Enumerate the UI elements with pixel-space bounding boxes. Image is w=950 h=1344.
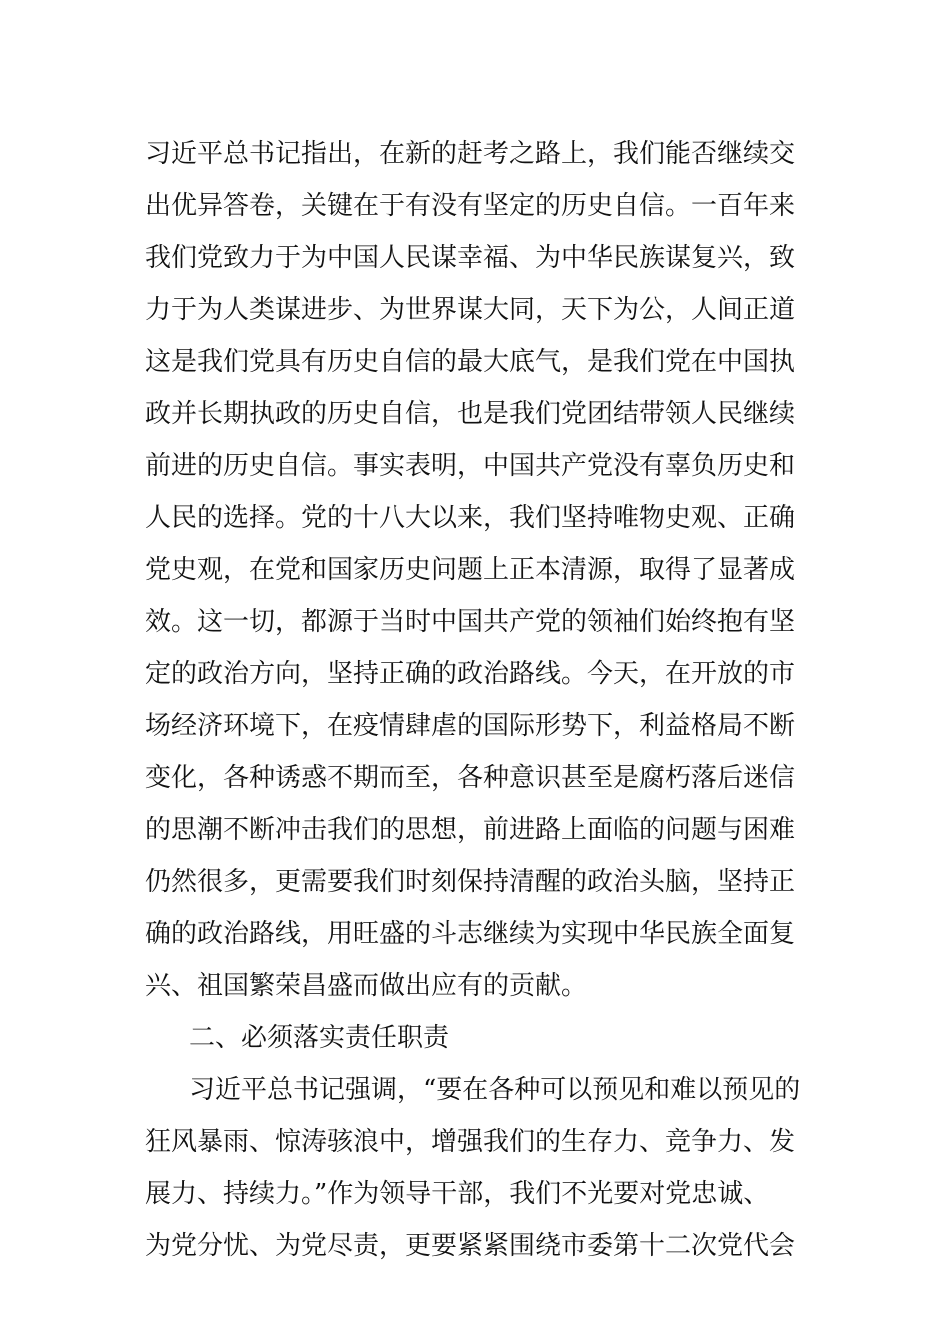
paragraph-1-line-3: 我们党致力于为中国人民谋幸福、为中华民族谋复兴，致: [145, 243, 796, 273]
document-body: [145, 128, 815, 1272]
paragraph-1-line-17: 兴、祖国繁荣昌盛而做出应有的贡献。: [145, 971, 588, 1001]
section-heading-2: 二、必须落实责任职责: [189, 1023, 450, 1053]
paragraph-1-line-15: 仍然很多，更需要我们时刻保持清醒的政治头脑，坚持正: [145, 867, 796, 897]
paragraph-1-line-14: 的思潮不断冲击我们的思想，前进路上面临的问题与困难: [145, 815, 796, 845]
paragraph-1-line-6: 政并长期执政的历史自信，也是我们党团结带领人民继续: [145, 399, 796, 429]
paragraph-1-line-4: 力于为人类谋进步、为世界谋大同，天下为公，人间正道: [145, 295, 796, 325]
paragraph-1-line-1: 习近平总书记指出，在新的赶考之路上，我们能否继续交: [145, 139, 796, 169]
paragraph-1-line-5: 这是我们党具有历史自信的最大底气，是我们党在中国执: [145, 347, 796, 377]
paragraph-2-line-2: 狂风暴雨、惊涛骇浪中，增强我们的生存力、竞争力、发: [145, 1127, 796, 1157]
paragraph-2-line-3: 展力、持续力。”作为领导干部，我们不光要对党忠诚、: [145, 1179, 770, 1209]
paragraph-1-line-7: 前进的历史自信。事实表明，中国共产党没有辜负历史和: [145, 451, 796, 481]
paragraph-1-line-9: 党史观，在党和国家历史问题上正本清源，取得了显著成: [145, 555, 796, 585]
paragraph-1-line-10: 效。这一切，都源于当时中国共产党的领袖们始终抱有坚: [145, 607, 796, 637]
paragraph-1-line-2: 出优异答卷，关键在于有没有坚定的历史自信。一百年来: [145, 191, 796, 221]
paragraph-2-line-4: 为党分忧、为党尽责，更要紧紧围绕市委第十二次党代会: [145, 1231, 796, 1261]
paragraph-1-line-12: 场经济环境下，在疫情肆虐的国际形势下，利益格局不断: [145, 711, 796, 741]
paragraph-1-line-11: 定的政治方向，坚持正确的政治路线。今天，在开放的市: [145, 659, 796, 689]
paragraph-2-line-1: 习近平总书记强调，“要在各种可以预见和难以预见的: [189, 1075, 801, 1105]
paragraph-1-line-8: 人民的选择。党的十八大以来，我们坚持唯物史观、正确: [145, 503, 796, 533]
paragraph-1-line-16: 确的政治路线，用旺盛的斗志继续为实现中华民族全面复: [145, 919, 796, 949]
paragraph-1-line-13: 变化，各种诱惑不期而至，各种意识甚至是腐朽落后迷信: [145, 763, 796, 793]
